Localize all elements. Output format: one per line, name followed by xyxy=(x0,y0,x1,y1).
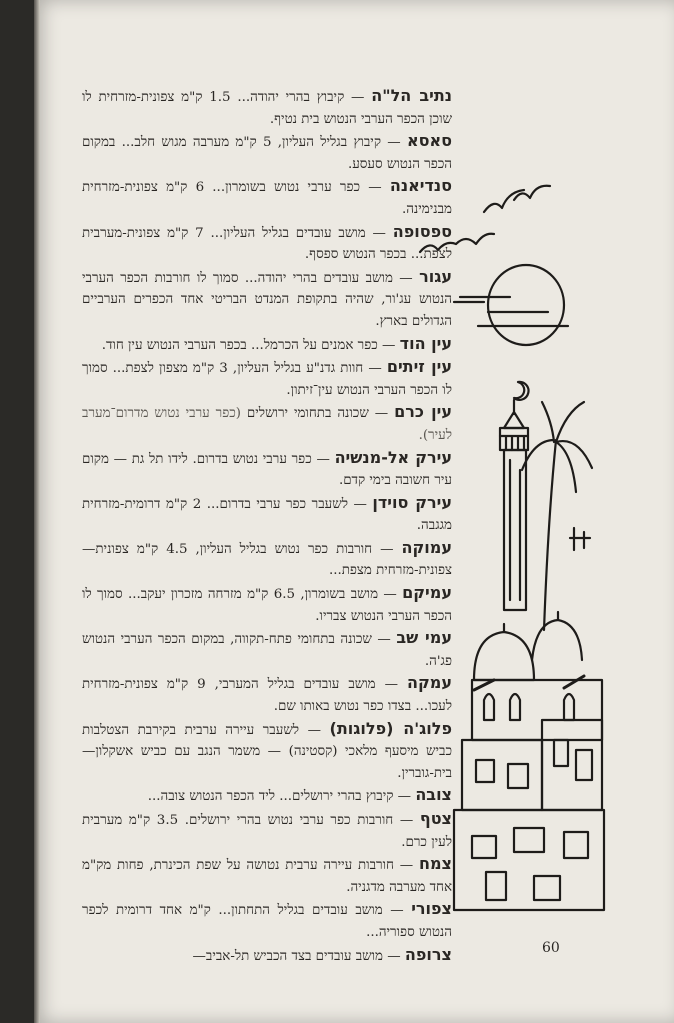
entry-term: צמח xyxy=(418,854,452,874)
entry xyxy=(82,784,452,808)
entry xyxy=(82,853,452,898)
entry-term: עמי שב xyxy=(396,628,452,648)
entry-text: — מושב עובדים בגליל התחתון... ק"מ אחד דרומית לכפר הנטוש ספוריה... xyxy=(82,903,452,940)
entry-text: — חורבות כפר ערבי נטוש בהרי ירושלים. 3.5 ק"מ מערבית לעין כרם. xyxy=(82,813,452,850)
buildings-icon xyxy=(454,676,604,910)
entry xyxy=(82,447,452,492)
entry-term: ספסופה xyxy=(392,221,452,241)
entry-term: עירק אל-מנשיה xyxy=(334,447,453,467)
entry xyxy=(82,898,452,943)
entry-text: — קיבוץ בהרי יהודה... 1.5 ק"מ צפונית-מזרחית לו שוכן הכפר הערבי הנטוש בית נטיף. xyxy=(82,90,452,127)
entry-text: — כפר אמנים על הכרמל... בכפר הערבי הנטוש עין חוד. xyxy=(101,337,400,353)
palm-tree-icon xyxy=(522,402,592,630)
entry-term: צפורי xyxy=(411,899,452,919)
entry xyxy=(82,266,452,333)
entry-text: — שכונה בתחומי פתח-תקווה, במקום הכפר הערבי הנטוש פג'ה. xyxy=(82,632,452,669)
dome-icon xyxy=(474,612,582,680)
entry xyxy=(82,401,452,446)
entry-text: — לשעבר עיירה ערבית בקירבת הצטלבות כביש מיסעף מלאכי (קסטינה) — משמר הנגב עם כביש אשקלון—בית-גוברין. xyxy=(82,722,452,781)
entry xyxy=(82,672,452,717)
entry xyxy=(82,221,452,266)
entry-text: — קיבוץ בגליל העליון, 5 ק"מ מערבה מגוש חלב... במקום הכפר הנטוש סעסע. xyxy=(82,135,452,172)
entry-text: — חורבות כפר נטוש בגליל העליון, 4.5 ק"מ צפונית—צפונית-מזרחית מצפת... xyxy=(82,541,452,579)
entry-term: צטף xyxy=(419,809,452,828)
entry-term: צרופה xyxy=(404,944,452,964)
entry-term: עגור xyxy=(419,266,452,286)
village-drawing-illustration xyxy=(414,160,614,920)
entry xyxy=(82,944,452,968)
entry-parenthetical: (כפר ערבי נטוש מדרום־מערב לעיר). xyxy=(82,406,452,443)
entry xyxy=(82,333,452,357)
entry-term: עירק סוידן xyxy=(372,492,452,512)
entry-text: — לשעבר כפר ערבי בדרום... 2 ק"מ דרומית-מזרחית מגגבה. xyxy=(82,496,452,534)
entry xyxy=(82,582,452,627)
entry-term: צובה xyxy=(415,785,452,805)
gazetteer-text-column xyxy=(82,85,452,967)
entry xyxy=(82,627,452,672)
entry-text: — מושב עובדים בהרי יהודה... סמוך לו חורבות הכפר הערבי הנטוש עג'ור, שהיה בתקופת המנדט הבריטי אחד הכפרים הערביים הגדולים בארץ. xyxy=(82,270,452,329)
entry xyxy=(82,537,452,582)
entry-term: עין הוד xyxy=(399,333,452,353)
minaret-icon xyxy=(500,382,528,610)
entry-text: — מושב עובדים בגליל העליון... 7 ק"מ צפונית-מערבית לצפת... בכפר הנטוש ספסף. xyxy=(82,225,452,263)
entry xyxy=(82,85,452,130)
entry-term: עמיקם xyxy=(402,583,452,603)
entry-text: — מושב בשומרון, 6.5 ק"מ מזרחה מזכרון יעקב... סמוך לו הכפר הערבי הנטוש צבריו. xyxy=(82,587,452,624)
entry-term: עמקה xyxy=(406,673,452,693)
entry xyxy=(82,356,452,401)
page-binding-edge xyxy=(34,0,40,1023)
entry-text: — כפר ערבי נטוש בשומרון... 6 ק"מ צפונית-מזרחית מבנימינה. xyxy=(82,180,452,217)
entry-term: עין כרם xyxy=(394,402,453,422)
birds-icon xyxy=(420,186,550,252)
entry-term: סאסא xyxy=(406,131,452,151)
entry-text: — חורבות עיירה ערבית נטושה על שפת הכינרת, פחות מק"מ אחד מערבה מדגניה. xyxy=(82,858,452,895)
entry xyxy=(82,130,452,175)
entry-term: נתיב הל"ה xyxy=(371,86,452,105)
entry xyxy=(82,808,452,853)
entry-text: — מושב עובדים בצד הכביש תל-אביב— xyxy=(192,948,405,964)
entry-text: — מושב עובדים בגליל המערבי, 9 ק"מ צפונית-מזרחית לעכו... בצדו כפר נטוש באותו שם. xyxy=(82,677,452,715)
entry xyxy=(82,718,452,785)
sun-icon xyxy=(454,265,568,345)
entry xyxy=(82,492,452,537)
entry-text: — כפר ערבי נטוש בדרום. לידו תל גת — מקום עיר חשובה בימי קדם. xyxy=(82,451,452,489)
entry-term: סנדיאנה xyxy=(389,176,452,196)
entry-term: עמוקה xyxy=(401,537,453,557)
entry-text: — קיבוץ בהרי ירושלים... ליד הכפר הנטוש צובה... xyxy=(147,789,416,805)
entry-term: פלוג'ה (פלוגות) xyxy=(329,718,452,738)
page-number: 60 xyxy=(542,940,560,956)
book-page xyxy=(34,0,674,1023)
entry xyxy=(82,175,452,220)
entry-text: — חוות גדנ"ע בגליל העליון, 3 ק"מ מצפון לצפת... סמוך לו הכפר הערבי הנטוש עין־זיתון. xyxy=(82,361,452,398)
entry-term: עין זיתים xyxy=(386,357,453,377)
entry-text: — שכונה בתחומי ירושלים xyxy=(241,406,395,422)
